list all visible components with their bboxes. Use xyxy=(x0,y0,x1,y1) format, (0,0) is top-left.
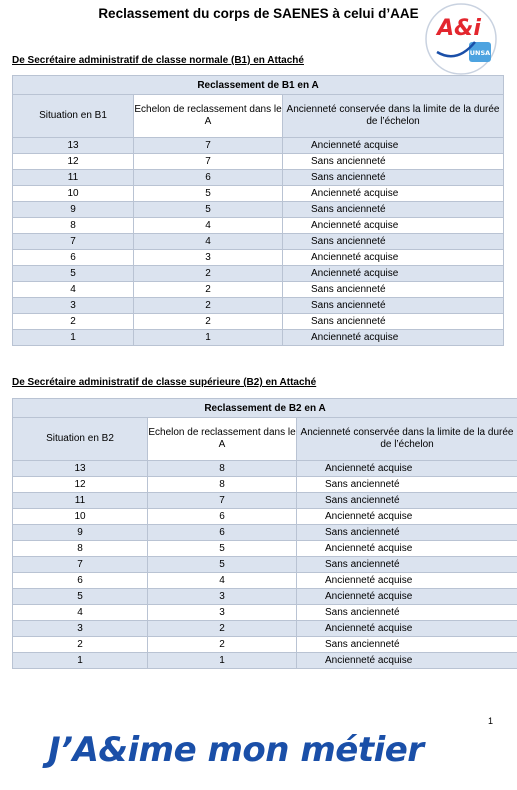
column-header-anciennete: Ancienneté conservée dans la limite de la durée de l’échelon xyxy=(297,418,517,461)
cell-anciennete: Ancienneté acquise xyxy=(297,653,517,669)
table-row xyxy=(13,186,504,202)
cell-situation: 12 xyxy=(13,477,148,493)
cell-anciennete: Ancienneté acquise xyxy=(283,218,504,234)
cell-situation: 10 xyxy=(13,509,148,525)
cell-situation: 5 xyxy=(13,266,134,282)
reclassement-b2-table xyxy=(12,398,517,669)
section1-heading: De Secrétaire administratif de classe normale (B1) en Attaché xyxy=(12,55,304,66)
cell-echelon: 7 xyxy=(134,138,283,154)
cell-anciennete: Sans ancienneté xyxy=(297,637,517,653)
table-row xyxy=(13,250,504,266)
cell-anciennete: Sans ancienneté xyxy=(283,298,504,314)
table-row xyxy=(13,509,517,525)
cell-echelon: 8 xyxy=(148,477,297,493)
cell-echelon: 2 xyxy=(134,266,283,282)
cell-echelon: 2 xyxy=(148,637,297,653)
cell-situation: 6 xyxy=(13,573,148,589)
cell-echelon: 2 xyxy=(134,314,283,330)
reclassement-b1-table xyxy=(12,75,504,346)
cell-situation: 9 xyxy=(13,525,148,541)
table-row xyxy=(13,621,517,637)
slogan: J’A&ime mon métier xyxy=(48,730,424,770)
table-caption: Reclassement de B1 en A xyxy=(13,76,504,95)
logo-brand-text: A&i xyxy=(437,16,481,41)
table-row xyxy=(13,234,504,250)
column-header-echelon: Echelon de reclassement dans le A xyxy=(134,95,283,138)
cell-echelon: 5 xyxy=(148,541,297,557)
cell-situation: 3 xyxy=(13,298,134,314)
cell-anciennete: Sans ancienneté xyxy=(283,234,504,250)
cell-situation: 3 xyxy=(13,621,148,637)
cell-anciennete: Sans ancienneté xyxy=(297,493,517,509)
table-row xyxy=(13,170,504,186)
cell-situation: 9 xyxy=(13,202,134,218)
cell-echelon: 8 xyxy=(148,461,297,477)
cell-anciennete: Sans ancienneté xyxy=(283,282,504,298)
cell-anciennete: Ancienneté acquise xyxy=(297,461,517,477)
cell-anciennete: Sans ancienneté xyxy=(297,557,517,573)
cell-echelon: 4 xyxy=(134,218,283,234)
cell-echelon: 3 xyxy=(148,605,297,621)
table-caption: Reclassement de B2 en A xyxy=(13,399,517,418)
cell-situation: 7 xyxy=(13,234,134,250)
table-row xyxy=(13,298,504,314)
cell-echelon: 7 xyxy=(148,493,297,509)
cell-echelon: 6 xyxy=(134,170,283,186)
cell-anciennete: Sans ancienneté xyxy=(283,170,504,186)
table-row xyxy=(13,282,504,298)
cell-echelon: 5 xyxy=(148,557,297,573)
cell-anciennete: Ancienneté acquise xyxy=(297,589,517,605)
a-and-i-unsa-logo xyxy=(423,2,499,76)
cell-anciennete: Ancienneté acquise xyxy=(283,330,504,346)
table-row xyxy=(13,154,504,170)
page-title: Reclassement du corps de SAENES à celui d’AAE xyxy=(98,6,419,21)
table-row xyxy=(13,493,517,509)
cell-situation: 6 xyxy=(13,250,134,266)
cell-anciennete: Ancienneté acquise xyxy=(297,573,517,589)
table-row xyxy=(13,138,504,154)
cell-situation: 8 xyxy=(13,218,134,234)
cell-situation: 7 xyxy=(13,557,148,573)
cell-echelon: 3 xyxy=(134,250,283,266)
table-row xyxy=(13,557,517,573)
table-row xyxy=(13,605,517,621)
table-row xyxy=(13,637,517,653)
cell-situation: 4 xyxy=(13,605,148,621)
column-header-echelon: Echelon de reclassement dans le A xyxy=(148,418,297,461)
cell-anciennete: Ancienneté acquise xyxy=(297,509,517,525)
cell-echelon: 2 xyxy=(134,282,283,298)
cell-anciennete: Sans ancienneté xyxy=(283,154,504,170)
cell-anciennete: Ancienneté acquise xyxy=(283,186,504,202)
cell-situation: 13 xyxy=(13,138,134,154)
table-row xyxy=(13,330,504,346)
cell-anciennete: Sans ancienneté xyxy=(283,202,504,218)
cell-anciennete: Ancienneté acquise xyxy=(297,621,517,637)
cell-echelon: 4 xyxy=(134,234,283,250)
cell-echelon: 5 xyxy=(134,186,283,202)
cell-echelon: 6 xyxy=(148,525,297,541)
cell-situation: 8 xyxy=(13,541,148,557)
cell-situation: 11 xyxy=(13,170,134,186)
table-row xyxy=(13,525,517,541)
cell-situation: 1 xyxy=(13,653,148,669)
cell-situation: 2 xyxy=(13,314,134,330)
column-header-situation: Situation en B2 xyxy=(13,418,148,461)
table-row xyxy=(13,314,504,330)
cell-anciennete: Sans ancienneté xyxy=(297,605,517,621)
table-row xyxy=(13,477,517,493)
cell-anciennete: Ancienneté acquise xyxy=(283,266,504,282)
cell-echelon: 7 xyxy=(134,154,283,170)
cell-situation: 4 xyxy=(13,282,134,298)
section2-heading: De Secrétaire administratif de classe supérieure (B2) en Attaché xyxy=(12,377,317,388)
table-row xyxy=(13,218,504,234)
cell-echelon: 4 xyxy=(148,573,297,589)
cell-situation: 11 xyxy=(13,493,148,509)
cell-echelon: 5 xyxy=(134,202,283,218)
cell-anciennete: Ancienneté acquise xyxy=(297,541,517,557)
logo-union-text: UNSA xyxy=(469,49,491,57)
table-row xyxy=(13,266,504,282)
cell-echelon: 6 xyxy=(148,509,297,525)
cell-echelon: 1 xyxy=(148,653,297,669)
column-header-situation: Situation en B1 xyxy=(13,95,134,138)
page-number: 1 xyxy=(488,716,494,726)
cell-situation: 1 xyxy=(13,330,134,346)
cell-echelon: 2 xyxy=(134,298,283,314)
table-row xyxy=(13,461,517,477)
cell-anciennete: Ancienneté acquise xyxy=(283,138,504,154)
table-row xyxy=(13,541,517,557)
column-header-anciennete: Ancienneté conservée dans la limite de la durée de l’échelon xyxy=(283,95,504,138)
cell-echelon: 1 xyxy=(134,330,283,346)
cell-anciennete: Sans ancienneté xyxy=(297,525,517,541)
cell-anciennete: Sans ancienneté xyxy=(297,477,517,493)
table-row xyxy=(13,653,517,669)
cell-situation: 13 xyxy=(13,461,148,477)
cell-situation: 2 xyxy=(13,637,148,653)
cell-echelon: 2 xyxy=(148,621,297,637)
cell-situation: 12 xyxy=(13,154,134,170)
cell-anciennete: Sans ancienneté xyxy=(283,314,504,330)
cell-anciennete: Ancienneté acquise xyxy=(283,250,504,266)
cell-echelon: 3 xyxy=(148,589,297,605)
table-row xyxy=(13,573,517,589)
cell-situation: 5 xyxy=(13,589,148,605)
cell-situation: 10 xyxy=(13,186,134,202)
table-row xyxy=(13,202,504,218)
table-row xyxy=(13,589,517,605)
